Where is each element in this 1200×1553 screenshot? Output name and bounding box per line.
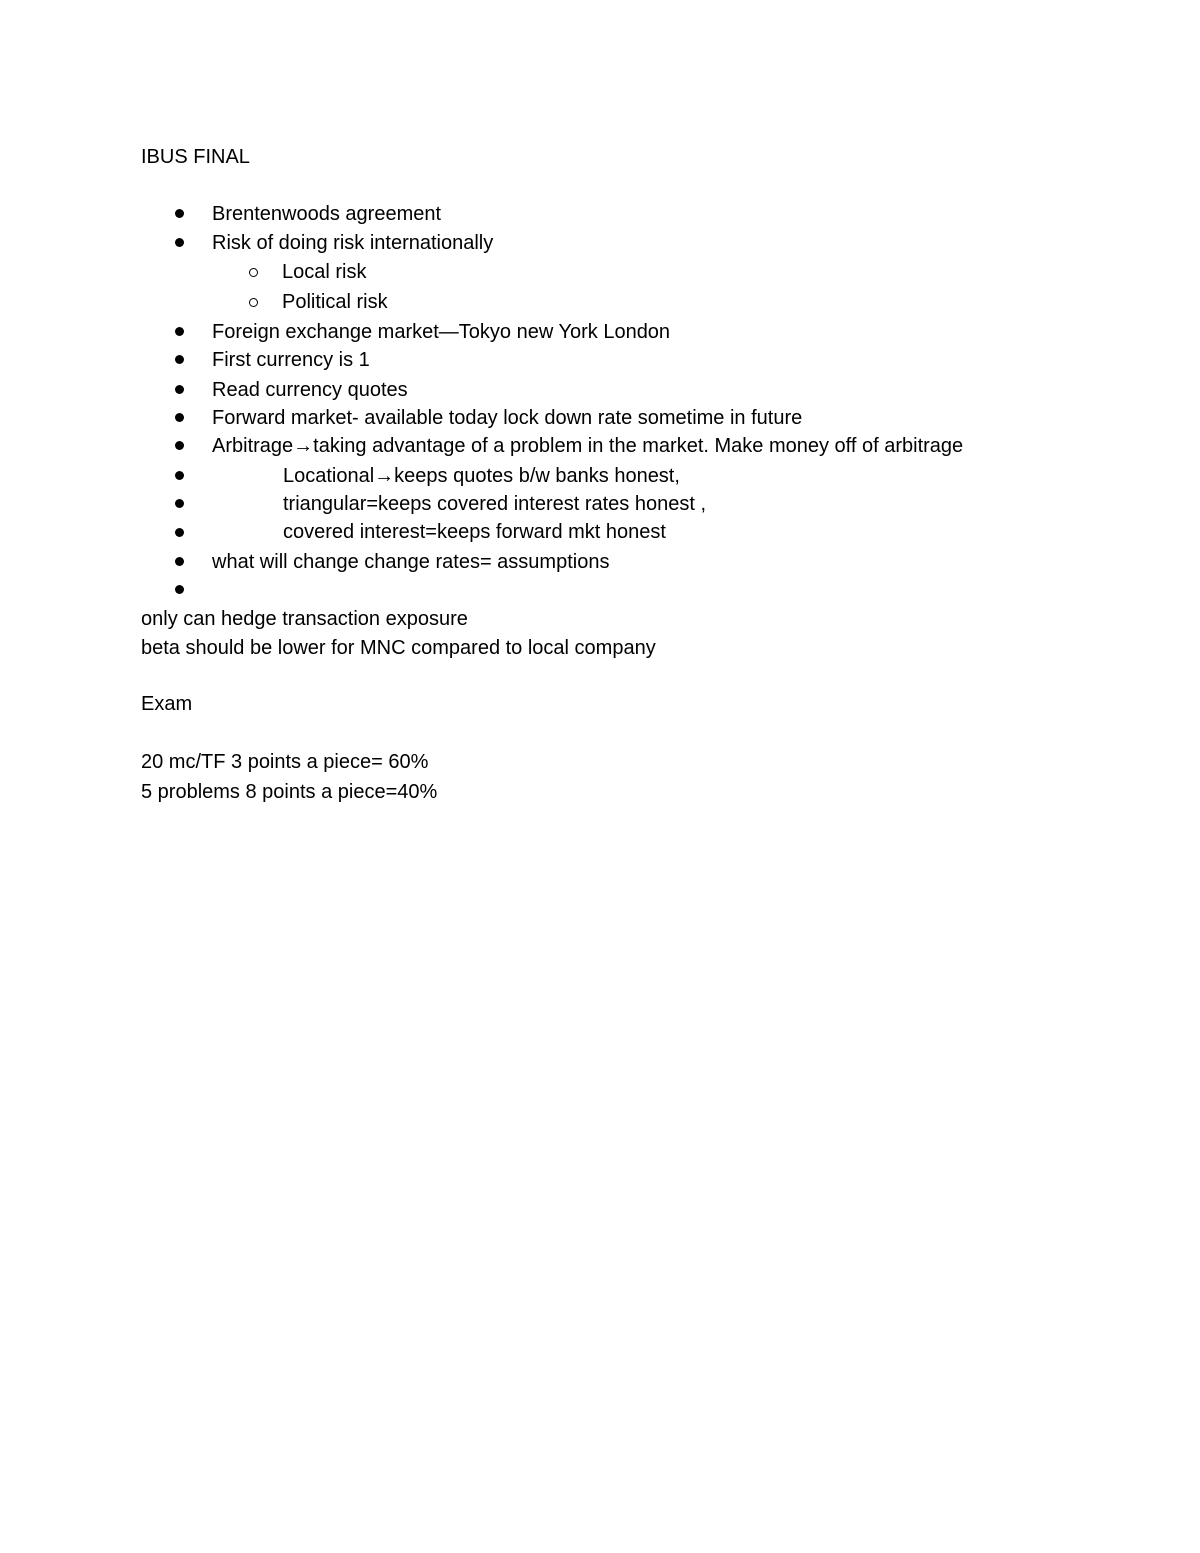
exam-line: 5 problems 8 points a piece=40% — [141, 781, 438, 803]
list-item: Read currency quotes — [212, 379, 408, 401]
list-item: First currency is 1 — [212, 349, 370, 371]
bullet-icon — [175, 441, 184, 450]
bullet-icon — [175, 585, 184, 594]
bullet-icon — [175, 385, 184, 394]
list-item: Risk of doing risk internationally — [212, 232, 494, 254]
bullet-icon — [175, 528, 184, 537]
list-item: triangular=keeps covered interest rates honest , — [283, 493, 707, 515]
list-item: Brentenwoods agreement — [212, 203, 442, 225]
sub-bullet-icon — [249, 268, 258, 277]
bullet-icon — [175, 238, 184, 247]
bullet-icon — [175, 413, 184, 422]
list-item: what will change change rates= assumptions — [212, 551, 610, 573]
bullet-icon — [175, 209, 184, 218]
list-item: Locational→keeps quotes b/w banks honest, — [283, 465, 680, 487]
bullet-icon — [175, 355, 184, 364]
exam-heading: Exam — [141, 693, 193, 715]
note-line: only can hedge transaction exposure — [141, 608, 468, 630]
bullet-icon — [175, 327, 184, 336]
exam-line: 20 mc/TF 3 points a piece= 60% — [141, 751, 429, 773]
bullet-icon — [175, 557, 184, 566]
bullet-icon — [175, 499, 184, 508]
bullet-icon — [175, 471, 184, 480]
note-line: beta should be lower for MNC compared to local company — [141, 637, 656, 659]
list-item: Foreign exchange market—Tokyo new York London — [212, 321, 671, 343]
sub-list-item: Local risk — [282, 261, 367, 283]
sub-bullet-icon — [249, 298, 258, 307]
list-item: covered interest=keeps forward mkt honest — [283, 521, 666, 543]
document-title: IBUS FINAL — [141, 146, 250, 168]
sub-list-item: Political risk — [282, 291, 388, 313]
list-item: Forward market- available today lock down rate sometime in future — [212, 407, 803, 429]
list-item: Arbitrage→taking advantage of a problem in the market. Make money off of arbitrage — [212, 435, 964, 457]
